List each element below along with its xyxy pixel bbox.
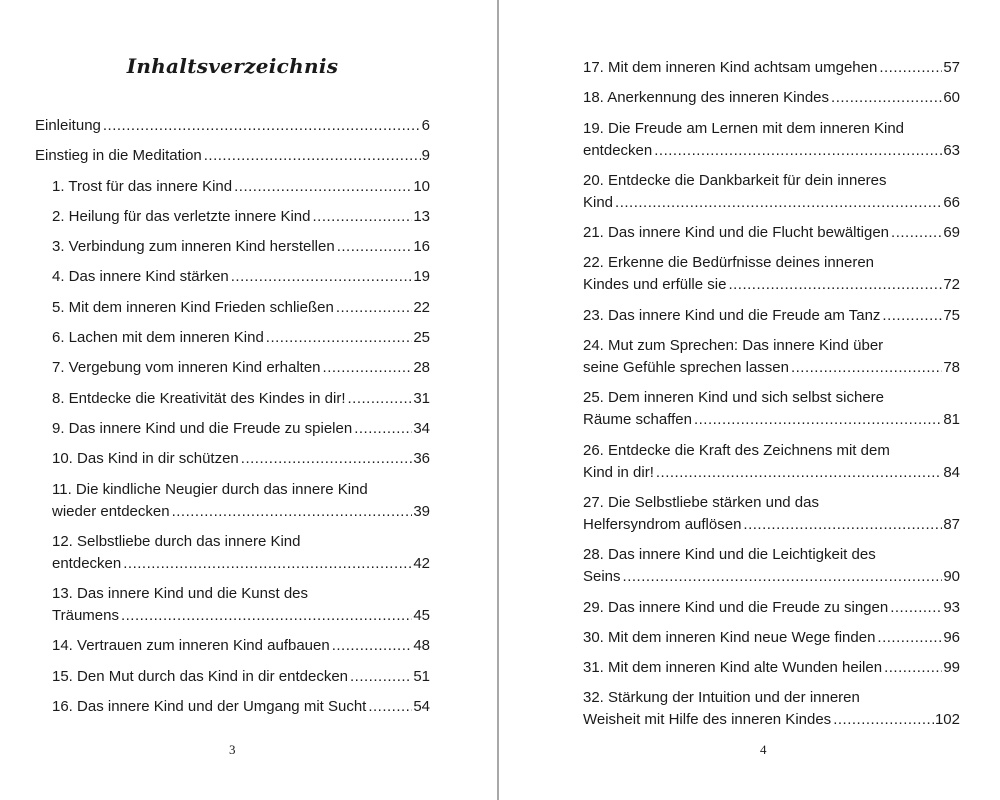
toc-entry-title: 10. Das Kind in dir schützen — [52, 450, 239, 468]
toc-entry-title-line1: 22. Erkenne die Bedürfnisse deines inneren — [583, 254, 875, 272]
dot-leader — [312, 206, 412, 228]
toc-entry-line — [583, 462, 960, 484]
toc-entry[interactable] — [499, 83, 960, 113]
toc-entry-page-number: 96 — [943, 628, 960, 646]
toc-entry[interactable] — [0, 202, 430, 232]
toc-entry-title: 8. Entdecke die Kreativität des Kindes in dir! — [52, 389, 346, 407]
toc-entry-page-number: 22 — [413, 298, 430, 316]
toc-entry-page-number: 34 — [413, 419, 430, 437]
toc-entry-text — [583, 305, 960, 327]
toc-entry-line — [35, 115, 430, 137]
toc-entry-page-number: 45 — [413, 607, 430, 625]
toc-entry-line — [583, 305, 960, 327]
toc-entry-line — [52, 501, 430, 523]
toc-title: Inhaltsverzeichnis — [126, 54, 339, 78]
toc-entry-line — [583, 192, 960, 214]
dot-leader — [337, 236, 413, 258]
toc-entry[interactable] — [499, 623, 960, 653]
toc-entry-text — [583, 87, 960, 109]
toc-entry[interactable] — [0, 692, 430, 722]
toc-entry[interactable] — [499, 540, 960, 592]
toc-entry-title: 3. Verbindung zum inneren Kind herstellen — [52, 238, 335, 256]
toc-entry[interactable] — [0, 293, 430, 323]
toc-entry-text — [583, 222, 960, 244]
toc-entry-title: Einstieg in die Meditation — [35, 147, 202, 165]
toc-entry-text — [52, 176, 430, 198]
toc-entry-title: seine Gefühle sprechen lassen — [583, 359, 789, 377]
toc-entry-title: 7. Vergebung vom inneren Kind erhalten — [52, 359, 321, 377]
toc-entry-page-number: 87 — [943, 515, 960, 533]
toc-entry-title: 9. Das innere Kind und die Freude zu spielen — [52, 419, 353, 437]
toc-entry[interactable] — [499, 218, 960, 248]
toc-entry[interactable] — [0, 232, 430, 262]
toc-entry-title: 15. Den Mut durch das Kind in dir entdecken — [52, 667, 349, 685]
toc-entry[interactable] — [0, 414, 430, 444]
toc-entry-text — [52, 327, 430, 349]
toc-entry-line — [583, 597, 960, 619]
toc-entry-line — [583, 709, 960, 731]
toc-entry-page-number: 72 — [943, 276, 960, 294]
toc-entry[interactable] — [499, 653, 960, 683]
toc-entry[interactable] — [499, 436, 960, 488]
dot-leader — [204, 145, 421, 167]
toc-entry-line — [35, 145, 430, 167]
toc-entry-line — [52, 236, 430, 258]
left-page — [0, 0, 497, 800]
toc-entry-title: 23. Das innere Kind und die Freude am Tanz — [583, 306, 881, 324]
toc-entry-text — [583, 687, 960, 731]
toc-entry-page-number: 57 — [943, 59, 960, 76]
toc-entry-title-line1: 28. Das innere Kind und die Leichtigkeit des — [583, 546, 876, 564]
toc-entry-page-number: 36 — [413, 450, 430, 468]
toc-entry-line — [583, 140, 960, 162]
dot-leader — [879, 57, 942, 79]
toc-entry-page-number: 19 — [413, 268, 430, 286]
toc-entry-line — [583, 222, 960, 244]
toc-entry-page-number: 10 — [413, 177, 430, 195]
toc-entry[interactable] — [499, 114, 960, 166]
toc-entry-text — [52, 696, 430, 718]
toc-entry[interactable] — [499, 248, 960, 300]
dot-leader — [332, 635, 413, 657]
toc-entry-title: 21. Das innere Kind und die Flucht bewältigen — [583, 224, 890, 242]
toc-entry-line — [583, 657, 960, 679]
dot-leader — [623, 566, 943, 588]
toc-entry-page-number: 6 — [421, 117, 430, 134]
toc-entry[interactable] — [499, 53, 960, 83]
toc-entry-title: Kind — [583, 193, 614, 211]
dot-leader — [884, 657, 942, 679]
toc-entry-text — [52, 531, 430, 575]
toc-entry-line — [52, 553, 430, 575]
toc-entry-page-number: 63 — [943, 141, 960, 159]
toc-entry[interactable] — [0, 527, 430, 579]
toc-entry-title: 5. Mit dem inneren Kind Frieden schließen — [52, 298, 334, 316]
toc-entry-title-line1: 25. Dem inneren Kind und sich selbst sichere — [583, 389, 884, 407]
toc-entry[interactable] — [499, 301, 960, 331]
toc-entry-line — [52, 418, 430, 440]
toc-entry-text — [35, 115, 430, 137]
dot-leader — [348, 388, 413, 410]
toc-entry-text — [52, 418, 430, 440]
toc-entry-text — [52, 297, 430, 319]
dot-leader — [336, 297, 413, 319]
toc-entry-title-line1: 24. Mut zum Sprechen: Das innere Kind über — [583, 337, 884, 355]
toc-entry-title-line1: 27. Die Selbstliebe stärken und das — [583, 493, 819, 511]
page-number-right: 4 — [760, 742, 767, 757]
dot-leader — [234, 176, 412, 198]
toc-entry-title-line1: 12. Selbstliebe durch das innere Kind — [52, 532, 301, 550]
dot-leader — [694, 409, 942, 431]
dot-leader — [743, 514, 942, 536]
toc-entry-title-line1: 19. Die Freude am Lernen mit dem inneren Kind — [583, 119, 905, 137]
dot-leader — [833, 709, 934, 731]
toc-entry-title: Weisheit mit Hilfe des inneren Kindes — [583, 711, 832, 729]
toc-entry-page-number: 93 — [943, 598, 960, 616]
toc-entry-page-number: 66 — [943, 193, 960, 211]
toc-entry-title: 4. Das innere Kind stärken — [52, 268, 229, 286]
dot-leader — [350, 666, 412, 688]
dot-leader — [654, 140, 942, 162]
dot-leader — [241, 448, 413, 470]
toc-entry-title: 6. Lachen mit dem inneren Kind — [52, 329, 264, 347]
toc-entry-page-number: 99 — [943, 659, 960, 677]
toc-entry-title-line1: 20. Entdecke die Dankbarkeit für dein inneres — [583, 171, 887, 189]
dot-leader — [615, 192, 942, 214]
toc-entry-text — [583, 252, 960, 296]
toc-entry-title: Räume schaffen — [583, 411, 692, 429]
dot-leader — [882, 305, 942, 327]
dot-leader — [656, 462, 942, 484]
toc-entry-text — [583, 492, 960, 536]
toc-entry-page-number: 16 — [413, 238, 430, 256]
toc-entry-page-number: 60 — [943, 89, 960, 107]
toc-entry[interactable] — [0, 141, 430, 171]
toc-entry-line — [583, 87, 960, 109]
toc-entry-text — [583, 440, 960, 484]
toc-entry-title: Träumens — [52, 607, 119, 625]
toc-entry-title: 1. Trost für das innere Kind — [52, 177, 233, 195]
toc-entry-page-number: 51 — [413, 667, 430, 685]
toc-entry-line — [583, 357, 960, 379]
toc-entry-line — [52, 327, 430, 349]
toc-entry[interactable] — [499, 488, 960, 540]
toc-entry[interactable] — [499, 593, 960, 623]
toc-entry[interactable] — [0, 384, 430, 414]
right-page — [499, 0, 1000, 800]
toc-entry-title: 2. Heilung für das verletzte innere Kind — [52, 207, 311, 225]
toc-entry-page-number: 13 — [413, 207, 430, 225]
toc-entry-line — [52, 206, 430, 228]
dot-leader — [121, 605, 412, 627]
toc-entry[interactable] — [0, 475, 430, 527]
toc-entry-line — [52, 635, 430, 657]
toc-entry-line — [52, 388, 430, 410]
toc-entry-line — [583, 409, 960, 431]
toc-entry-page-number: 69 — [943, 224, 960, 242]
toc-entry-page-number: 90 — [943, 568, 960, 586]
dot-leader — [172, 501, 413, 523]
dot-leader — [123, 553, 412, 575]
toc-entry-title: Einleitung — [35, 117, 101, 134]
page-number-left: 3 — [229, 742, 236, 757]
toc-entry-title: 31. Mit dem inneren Kind alte Wunden heilen — [583, 659, 883, 677]
toc-entry-text — [583, 657, 960, 679]
toc-entry-title-line1: 32. Stärkung der Intuition und der inneren — [583, 689, 860, 707]
toc-entry-line — [583, 514, 960, 536]
toc-entry-text — [583, 544, 960, 588]
toc-entry[interactable] — [0, 262, 430, 292]
toc-entry-title: Kind in dir! — [583, 463, 654, 481]
toc-entry-title: 30. Mit dem inneren Kind neue Wege finden — [583, 628, 876, 646]
toc-entry-text — [35, 145, 430, 167]
toc-entry-page-number: 78 — [943, 359, 960, 377]
toc-entry[interactable] — [499, 683, 960, 735]
toc-entry-line — [52, 696, 430, 718]
toc-entry-title: 29. Das innere Kind und die Freude zu singen — [583, 598, 889, 616]
toc-entry-page-number: 102 — [934, 711, 960, 729]
toc-entry-line — [52, 605, 430, 627]
toc-entry-line — [583, 627, 960, 649]
toc-entry[interactable] — [0, 444, 430, 474]
toc-entry-title: Helfersyndrom auflösen — [583, 515, 742, 533]
toc-entry-text — [52, 357, 430, 379]
toc-entry-title: entdecken — [52, 554, 122, 572]
dot-leader — [266, 327, 413, 349]
toc-entry[interactable] — [499, 383, 960, 435]
toc-entry-page-number: 39 — [413, 502, 430, 520]
toc-entry-title: Seins — [583, 568, 621, 586]
toc-entry-text — [583, 57, 960, 79]
toc-entry-page-number: 54 — [413, 698, 430, 716]
toc-entry-text — [52, 479, 430, 523]
toc-entry-page-number: 28 — [413, 359, 430, 377]
toc-entry-page-number: 81 — [943, 411, 960, 429]
toc-entry-text — [52, 448, 430, 470]
toc-entry-text — [583, 627, 960, 649]
dot-leader — [354, 418, 412, 440]
toc-entry-page-number: 84 — [943, 463, 960, 481]
toc-entry-text — [52, 236, 430, 258]
toc-entry-text — [52, 266, 430, 288]
toc-entry-title-line1: 13. Das innere Kind und die Kunst des — [52, 585, 309, 603]
toc-entry-title-line1: 26. Entdecke die Kraft des Zeichnens mit dem — [583, 441, 890, 459]
toc-entry-line — [52, 448, 430, 470]
toc-entry-line — [52, 666, 430, 688]
toc-entry-text — [52, 583, 430, 627]
toc-entry-title-line1: 11. Die kindliche Neugier durch das innere Kind — [52, 480, 368, 498]
toc-entry-title: entdecken — [583, 141, 653, 159]
toc-entry[interactable] — [0, 172, 430, 202]
toc-entry-text — [583, 335, 960, 379]
dot-leader — [791, 357, 942, 379]
toc-entry-line — [52, 357, 430, 379]
toc-entry-page-number: 75 — [943, 306, 960, 324]
dot-leader — [890, 597, 942, 619]
toc-entry-text — [583, 170, 960, 214]
toc-entry-line — [52, 176, 430, 198]
toc-entry-page-number: 42 — [413, 554, 430, 572]
toc-entry-title: 16. Das innere Kind und der Umgang mit Sucht — [52, 698, 367, 716]
toc-entry-page-number: 31 — [413, 389, 430, 407]
toc-entry-text — [583, 597, 960, 619]
toc-entry[interactable] — [499, 331, 960, 383]
dot-leader — [368, 696, 412, 718]
toc-entry-text — [52, 206, 430, 228]
toc-entry-text — [52, 635, 430, 657]
toc-entry-title: 17. Mit dem inneren Kind achtsam umgehen — [583, 59, 878, 76]
toc-entry[interactable] — [499, 166, 960, 218]
toc-entry[interactable] — [0, 323, 430, 353]
toc-entry-line — [583, 566, 960, 588]
dot-leader — [323, 357, 413, 379]
toc-entry[interactable] — [0, 662, 430, 692]
dot-leader — [231, 266, 413, 288]
toc-entry-title: Kindes und erfülle sie — [583, 276, 727, 294]
toc-entry-line — [583, 274, 960, 296]
toc-entry-line — [52, 266, 430, 288]
dot-leader — [877, 627, 942, 649]
toc-entry-title: wieder entdecken — [52, 502, 170, 520]
toc-entry-page-number: 9 — [421, 147, 430, 165]
toc-entry[interactable] — [0, 111, 430, 141]
toc-entry[interactable] — [0, 579, 430, 631]
toc-entry-page-number: 25 — [413, 329, 430, 347]
toc-entry[interactable] — [0, 353, 430, 383]
toc-entry-line — [52, 297, 430, 319]
toc-entry-text — [583, 387, 960, 431]
toc-entry-text — [52, 388, 430, 410]
toc-entry-title: 18. Anerkennung des inneren Kindes — [583, 89, 830, 107]
toc-entry-page-number: 48 — [413, 637, 430, 655]
toc-entry[interactable] — [0, 631, 430, 661]
toc-entry-line — [583, 57, 960, 79]
toc-list-right — [499, 53, 996, 736]
dot-leader — [728, 274, 942, 296]
toc-entry-text — [52, 666, 430, 688]
dot-leader — [891, 222, 942, 244]
toc-entry-title: 14. Vertrauen zum inneren Kind aufbauen — [52, 637, 330, 655]
dot-leader — [103, 115, 421, 137]
toc-list-left — [0, 111, 497, 722]
toc-entry-text — [583, 118, 960, 162]
dot-leader — [831, 87, 942, 109]
